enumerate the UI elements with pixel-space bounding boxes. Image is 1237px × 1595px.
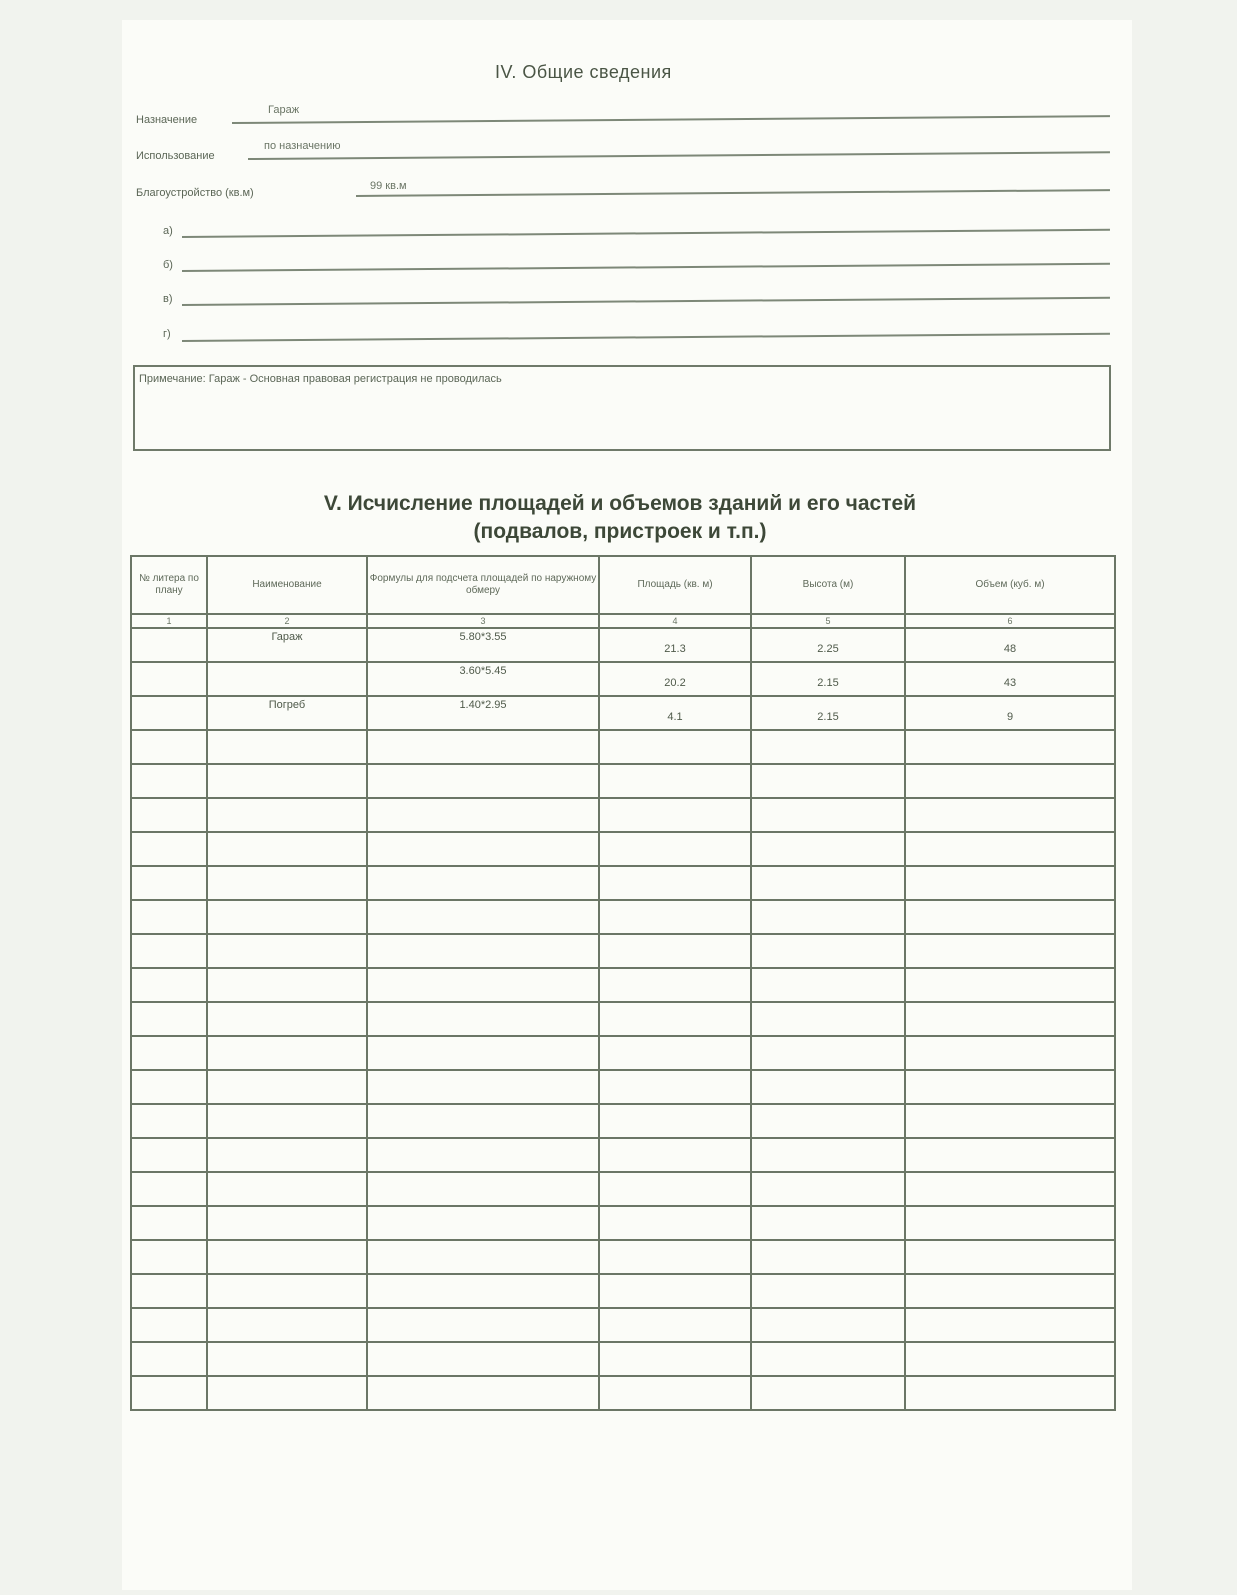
empty-cell: [599, 1104, 751, 1138]
cell-volume: [905, 662, 1115, 696]
empty-cell: [599, 1342, 751, 1376]
empty-table-row: [131, 1138, 1115, 1172]
empty-cell: [751, 1376, 905, 1410]
empty-cell: [131, 1036, 207, 1070]
table-row: [131, 662, 1115, 696]
empty-table-row: [131, 832, 1115, 866]
cell-formula: [367, 696, 599, 730]
empty-cell: [905, 934, 1115, 968]
empty-cell: [131, 1070, 207, 1104]
empty-cell: [207, 1172, 367, 1206]
empty-cell: [751, 1002, 905, 1036]
empty-table-row: [131, 866, 1115, 900]
col-header-volume: Объем (куб. м): [905, 556, 1115, 614]
cell-area: [599, 696, 751, 730]
cell-volume-text: 43: [1003, 677, 1017, 689]
empty-cell: [131, 1172, 207, 1206]
empty-cell: [599, 730, 751, 764]
empty-cell: [367, 764, 599, 798]
empty-cell: [367, 832, 599, 866]
empty-cell: [367, 798, 599, 832]
empty-cell: [131, 866, 207, 900]
empty-cell: [599, 764, 751, 798]
empty-cell: [207, 764, 367, 798]
cell-formula-text: 5.80*3.55: [459, 631, 507, 643]
empty-cell: [207, 1206, 367, 1240]
empty-cell: [131, 1342, 207, 1376]
cell-formula-text: 1.40*2.95: [459, 699, 507, 711]
empty-cell: [367, 1036, 599, 1070]
empty-table-row: [131, 1172, 1115, 1206]
empty-cell: [599, 866, 751, 900]
empty-cell: [751, 934, 905, 968]
section5-title: [140, 490, 1100, 546]
empty-cell: [599, 832, 751, 866]
empty-cell: [131, 1274, 207, 1308]
cell-letter: [131, 696, 207, 730]
cell-formula-text: 3.60*5.45: [459, 665, 507, 677]
empty-cell: [207, 968, 367, 1002]
cell-name: [207, 628, 367, 662]
empty-cell: [599, 900, 751, 934]
empty-cell: [207, 866, 367, 900]
empty-table-row: [131, 1104, 1115, 1138]
empty-table-row: [131, 934, 1115, 968]
cell-area-text: 4.1: [667, 711, 683, 723]
empty-cell: [367, 934, 599, 968]
empty-table-row: [131, 900, 1115, 934]
empty-table-row: [131, 1308, 1115, 1342]
col-number: 3: [367, 614, 599, 628]
empty-cell: [131, 1002, 207, 1036]
empty-cell: [207, 1274, 367, 1308]
cell-height-text: 2.25: [817, 643, 839, 655]
cell-height-text: 2.15: [817, 711, 839, 723]
empty-cell: [207, 1036, 367, 1070]
empty-table-row: [131, 1240, 1115, 1274]
empty-cell: [367, 1308, 599, 1342]
empty-table-row: [131, 1070, 1115, 1104]
empty-cell: [751, 1342, 905, 1376]
empty-cell: [367, 1172, 599, 1206]
empty-cell: [207, 1070, 367, 1104]
empty-table-row: [131, 1342, 1115, 1376]
empty-cell: [751, 832, 905, 866]
empty-cell: [599, 1138, 751, 1172]
cell-formula: [367, 662, 599, 696]
cell-area-text: 20.2: [664, 677, 686, 689]
empty-cell: [751, 968, 905, 1002]
empty-cell: [905, 730, 1115, 764]
empty-cell: [131, 1206, 207, 1240]
empty-cell: [367, 1342, 599, 1376]
empty-cell: [367, 968, 599, 1002]
empty-cell: [599, 1274, 751, 1308]
empty-cell: [131, 1240, 207, 1274]
empty-table-row: [131, 1036, 1115, 1070]
empty-cell: [367, 866, 599, 900]
empty-cell: [131, 798, 207, 832]
note-box: [133, 365, 1111, 451]
section4-title: IV. Общие сведения: [495, 62, 672, 82]
empty-cell: [905, 1376, 1115, 1410]
cell-letter: [131, 662, 207, 696]
field-value-purpose: Гараж: [268, 104, 300, 116]
table-header-row: [131, 556, 1115, 614]
field-value-improvement: 99 кв.м: [370, 180, 407, 192]
empty-rows: [131, 730, 1115, 1410]
empty-cell: [905, 798, 1115, 832]
empty-cell: [905, 1274, 1115, 1308]
empty-table-row: [131, 1274, 1115, 1308]
col-number: 2: [207, 614, 367, 628]
empty-cell: [131, 934, 207, 968]
areas-volumes-table: [130, 555, 1116, 1411]
cell-name: [207, 696, 367, 730]
sub-row-label-d: г): [163, 328, 171, 340]
empty-cell: [751, 1172, 905, 1206]
empty-cell: [131, 730, 207, 764]
cell-name-text: Гараж: [271, 631, 303, 643]
field-label-purpose: Назначение: [136, 114, 198, 126]
empty-cell: [905, 1206, 1115, 1240]
empty-cell: [207, 1104, 367, 1138]
empty-cell: [131, 832, 207, 866]
table-row: [131, 628, 1115, 662]
cell-name-text: Погреб: [268, 699, 306, 711]
empty-cell: [599, 1376, 751, 1410]
empty-cell: [599, 1070, 751, 1104]
col-number: 1: [131, 614, 207, 628]
empty-cell: [751, 1206, 905, 1240]
cell-height: [751, 662, 905, 696]
empty-cell: [131, 1376, 207, 1410]
col-number: 5: [751, 614, 905, 628]
empty-cell: [207, 798, 367, 832]
empty-cell: [905, 1342, 1115, 1376]
empty-cell: [751, 1308, 905, 1342]
empty-cell: [367, 900, 599, 934]
sub-row-label-a: а): [163, 225, 173, 237]
empty-cell: [599, 1240, 751, 1274]
empty-cell: [905, 1036, 1115, 1070]
empty-cell: [131, 1138, 207, 1172]
empty-cell: [131, 968, 207, 1002]
empty-cell: [751, 1138, 905, 1172]
empty-cell: [905, 1240, 1115, 1274]
cell-height: [751, 696, 905, 730]
field-value-usage: по назначению: [264, 140, 341, 152]
empty-cell: [905, 1104, 1115, 1138]
empty-cell: [905, 900, 1115, 934]
col-header-letter: № литера по плану: [131, 556, 207, 614]
cell-area: [599, 628, 751, 662]
empty-cell: [207, 730, 367, 764]
empty-cell: [751, 1240, 905, 1274]
empty-cell: [905, 1070, 1115, 1104]
empty-cell: [751, 730, 905, 764]
empty-cell: [751, 900, 905, 934]
col-number: 4: [599, 614, 751, 628]
cell-height-text: 2.15: [817, 677, 839, 689]
empty-cell: [131, 900, 207, 934]
empty-table-row: [131, 1206, 1115, 1240]
empty-cell: [751, 1036, 905, 1070]
cell-volume: [905, 696, 1115, 730]
field-label-improvement: Благоустройство (кв.м): [136, 187, 254, 199]
note-text: Примечание: Гараж - Основная правовая регистрация не проводилась: [139, 373, 502, 385]
empty-cell: [207, 934, 367, 968]
section5-title-line1: V. Исчисление площадей и объемов зданий и его частей: [323, 492, 917, 515]
empty-cell: [367, 1104, 599, 1138]
empty-cell: [599, 1172, 751, 1206]
col-header-area: Площадь (кв. м): [599, 556, 751, 614]
sub-row-label-b: б): [163, 259, 173, 271]
empty-cell: [131, 1104, 207, 1138]
empty-cell: [207, 1240, 367, 1274]
empty-cell: [367, 1070, 599, 1104]
empty-cell: [751, 1274, 905, 1308]
section5-title-line2: (подвалов, пристроек и т.п.): [473, 520, 767, 543]
cell-volume-text: 48: [1003, 643, 1017, 655]
sub-row-label-c: в): [163, 293, 173, 305]
col-header-name: Наименование: [207, 556, 367, 614]
empty-cell: [599, 1308, 751, 1342]
empty-cell: [367, 1240, 599, 1274]
cell-volume: [905, 628, 1115, 662]
empty-cell: [599, 798, 751, 832]
column-number-row: [131, 614, 1115, 628]
cell-formula: [367, 628, 599, 662]
empty-cell: [905, 1138, 1115, 1172]
empty-table-row: [131, 968, 1115, 1002]
empty-cell: [905, 968, 1115, 1002]
empty-cell: [599, 1002, 751, 1036]
empty-cell: [367, 1274, 599, 1308]
empty-cell: [207, 1342, 367, 1376]
empty-table-row: [131, 1002, 1115, 1036]
empty-table-row: [131, 764, 1115, 798]
empty-cell: [367, 1206, 599, 1240]
col-number: 6: [905, 614, 1115, 628]
empty-cell: [905, 1172, 1115, 1206]
empty-table-row: [131, 798, 1115, 832]
field-label-usage: Использование: [136, 150, 215, 162]
empty-cell: [599, 1206, 751, 1240]
empty-cell: [207, 1376, 367, 1410]
empty-cell: [905, 832, 1115, 866]
cell-area-text: 21.3: [664, 643, 686, 655]
empty-cell: [905, 1308, 1115, 1342]
cell-area: [599, 662, 751, 696]
cell-volume-text: 9: [1006, 711, 1014, 723]
empty-cell: [905, 764, 1115, 798]
empty-cell: [751, 764, 905, 798]
empty-cell: [131, 1308, 207, 1342]
empty-cell: [751, 866, 905, 900]
table-row: [131, 696, 1115, 730]
empty-cell: [905, 1002, 1115, 1036]
col-header-height: Высота (м): [751, 556, 905, 614]
empty-cell: [207, 832, 367, 866]
empty-cell: [207, 1002, 367, 1036]
empty-cell: [207, 900, 367, 934]
cell-letter: [131, 628, 207, 662]
empty-cell: [599, 1036, 751, 1070]
empty-table-row: [131, 730, 1115, 764]
col-header-formula: Формулы для подсчета площадей по наружному обмеру: [367, 556, 599, 614]
empty-cell: [207, 1308, 367, 1342]
empty-cell: [207, 1138, 367, 1172]
empty-cell: [751, 1104, 905, 1138]
empty-cell: [599, 934, 751, 968]
empty-cell: [599, 968, 751, 1002]
empty-table-row: [131, 1376, 1115, 1410]
cell-name: [207, 662, 367, 696]
empty-cell: [367, 1138, 599, 1172]
empty-cell: [367, 1002, 599, 1036]
empty-cell: [367, 730, 599, 764]
empty-cell: [751, 1070, 905, 1104]
cell-height: [751, 628, 905, 662]
empty-cell: [905, 866, 1115, 900]
empty-cell: [367, 1376, 599, 1410]
empty-cell: [131, 764, 207, 798]
empty-cell: [751, 798, 905, 832]
